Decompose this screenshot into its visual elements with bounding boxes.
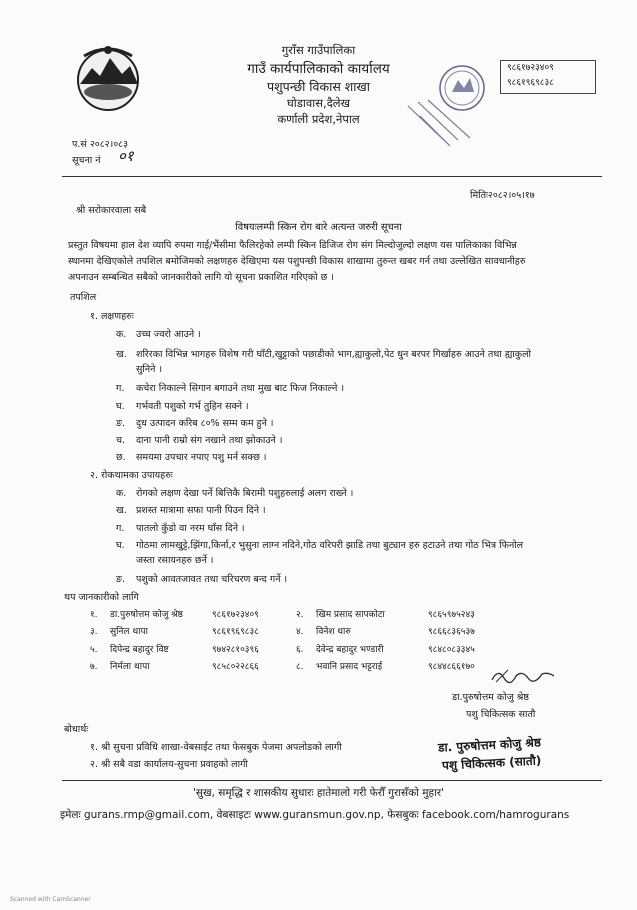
prevention-item: पशुको आवतजावत तथा चरिचरण बन्द गर्ने । — [136, 574, 288, 585]
signer-stamp-title: पशु चिकित्सक (सातौ) — [441, 753, 542, 773]
reference-number: प.सं २०८२।०८३ — [72, 139, 129, 150]
contact-number: २. — [296, 610, 304, 620]
subject-line: विषयःलम्पी स्किन रोग बारे अत्यन्त जरुरी सूचना — [235, 222, 402, 233]
prevention-item: प्रशस्त मात्रामा सफा पानी पिउन दिने । — [136, 505, 266, 516]
list-item-mark: घ. — [116, 540, 125, 551]
list-item-mark: क. — [116, 329, 127, 340]
list-item-mark: ख. — [116, 349, 127, 360]
contact-number: ८. — [296, 662, 304, 672]
contact-number: ७. — [90, 662, 98, 672]
list-item-mark: ग. — [116, 523, 125, 534]
prevention-item: रोगको लक्षण देखा पर्ने बित्तिकै बिरामी पशुहरुलाई अलग राख्ने । — [136, 488, 354, 499]
symptom-item: कचेरा निकाल्ने सिगान बगाउने तथा मुख बाट फिज निकाल्ने । — [136, 383, 345, 394]
handwritten-signature — [488, 664, 558, 688]
header-divider — [62, 176, 602, 177]
list-item-mark: क. — [116, 488, 127, 499]
contact-name: डा.पुरुषोत्तम कोजु श्रेष्ठ — [110, 610, 183, 620]
symptom-item: दाना पानी राम्रो संग नखाने तथा झोकाउने । — [136, 435, 283, 446]
symptom-item: उच्च ज्वरो आउने । — [136, 329, 201, 340]
notice-number-label: सूचना नं — [72, 155, 101, 166]
symptom-item: समयमा उपचार नपाए पशु मर्न सक्छ । — [136, 452, 267, 463]
prevention-item: पातलो कुँडो वा नरम घाँस दिने । — [136, 523, 245, 534]
intro-line: प्रस्तुत विषयमा हाल देश व्यापि रुपमा गाई/भैंसीमा फैलिरहेको लम्पी स्किन डिजिज रोग संग मिल्दोजुल्दो लक्षण यस पालिकाका विभिन्न — [68, 240, 517, 251]
scanner-watermark: Scanned with CamScanner — [10, 896, 91, 903]
contact-phone: ९८६६८३६५३७ — [428, 627, 475, 637]
contact-phone: ९८५८०२२८६६ — [212, 662, 259, 672]
list-item-mark: ग. — [116, 383, 125, 394]
footer-contact: इमेलः gurans.rmp@gmail.com, वेबसाइटः www.guransmun.gov.np, फेसबुकः facebook.com/hamrogurans — [60, 809, 570, 821]
province-line: कर्णाली प्रदेश,नेपाल — [277, 112, 360, 126]
section-heading-prevention: २. रोकथामका उपायहरुः — [90, 470, 173, 481]
contact-name: निर्मला थापा — [110, 662, 150, 672]
list-item-mark: घ. — [116, 401, 125, 412]
contact-number: ४. — [296, 627, 304, 637]
contact-phone: ९८४४८६६१७० — [428, 662, 475, 672]
symptom-item: दुध उत्पादन करिब ८०% सम्म कम हुने । — [136, 418, 274, 429]
contact-name: देवेन्द्र बहादुर भण्डारी — [316, 645, 384, 655]
symptom-item: गर्भवती पशुको गर्भ तुहिन सक्ने । — [136, 401, 249, 412]
bodhartha-item: २. श्री सबै वडा कार्यालय-सुचना प्रवाहको लागी — [90, 759, 248, 770]
contact-number: १. — [90, 610, 98, 620]
prevention-item-continued: जस्ता रसायनहरु छर्ने । — [136, 555, 214, 566]
contact-phone: ९७४२८१०३९६ — [212, 645, 259, 655]
phone-box — [500, 60, 596, 94]
contact-phone: ९८६१९६९८३८ — [212, 627, 259, 637]
contact-name: सुनिल थापा — [110, 627, 148, 637]
office-seal-stamp — [400, 58, 500, 158]
contact-number: ६. — [296, 645, 304, 655]
footer-slogan: 'सुख, समृद्धि र शासकीय सुधारः हातेमालो गरी फेरौँ गुरासँको मुहार' — [193, 787, 444, 799]
notice-number-value: ०१ — [118, 147, 134, 165]
section-heading-symptoms: १. लक्षणहरुः — [90, 311, 134, 322]
notice-date: मितिः२०८२।०५।१७ — [470, 190, 535, 201]
signer-name: डा.पुरुषोत्तम कोजु श्रेष्ठ — [452, 692, 530, 703]
contact-phone: ९८६१७२३४०९ — [212, 610, 259, 620]
list-item-mark: ख. — [116, 505, 127, 516]
tapashil-label: तपशिल — [70, 292, 97, 303]
address-line: घोडावास,दैलेख — [286, 96, 351, 110]
contact-phone: ९८४८०८३३४५ — [428, 645, 475, 655]
bodhartha-heading: बोधार्थः — [64, 724, 89, 735]
office-name: गाउँ कार्यपालिकाको कार्यालय — [247, 61, 390, 77]
prevention-item: गोठमा लामखुट्टे,झिंगा,किर्ना,र भुसुना लाग्न नदिने,गोठ वरिपरी झाडि तथा बुट्यान हरु हटाउने तथा गोठ भित्र फिनोल — [136, 540, 524, 551]
list-item-mark: छ. — [116, 452, 126, 463]
list-item-mark: ङ. — [116, 418, 126, 429]
list-item-mark: च. — [116, 435, 126, 446]
signer-stamp-name: डा. पुरुषोत्तम कोजु श्रेष्ठ — [437, 735, 542, 755]
contacts-heading: थप जानकारीको लागि — [64, 592, 139, 603]
symptom-item-continued: सुनिने । — [136, 364, 163, 375]
bodhartha-item: १. श्री सुचना प्रविधि शाखा-वेबसाईट तथा फेसबुक पेजमा अपलोडको लागी — [90, 742, 342, 753]
contact-number: ३. — [90, 627, 98, 637]
contact-phone: ९८६५९७५२४३ — [428, 610, 475, 620]
branch-name: पशुपन्छी विकास शाखा — [267, 79, 370, 94]
contact-name: खिम प्रसाद सापकोटा — [316, 610, 385, 620]
contact-number: ५. — [90, 645, 98, 655]
symptom-item: शरिरका विभिन्न भागहरु विशेष गरी घाँटी,खुट्टाको पछाडीको भाग,ह्याकुलो,पेट धुन बरपर गिर्खाहरु आउने तथा ह्याकुलो — [136, 349, 531, 360]
contact-name: भवानि प्रसाद भट्टराई — [316, 662, 383, 672]
phone-number: ९८६१९६९८३८ — [507, 78, 554, 88]
footer-divider — [62, 780, 602, 781]
contact-name: दिपेन्द्र बहादुर विष्ट — [110, 645, 169, 655]
municipality-name: गुराँस गाउँपालिका — [281, 43, 356, 57]
list-item-mark: ङ. — [116, 574, 126, 585]
addressee: श्री सरोकारवाला सबै — [76, 205, 147, 216]
contact-name: विनेश थारु — [316, 627, 351, 637]
intro-line: अपनाउन सम्बन्धित सबैको जानकारीको लागि यो सूचना प्रकाशित गरिएको छ । — [68, 272, 334, 283]
phone-number: ९८६१७२३४०९ — [507, 63, 554, 73]
signer-title: पशु चिकित्सक सातौ — [466, 709, 536, 720]
intro-line: स्थानमा देखिएकोले तपशिल बमोजिमको लक्षणहरु देखिएमा यस पशुपन्छी विकास शाखामा तुरुन्त खबर गर्न तथा उल्लेखित सावधानीहरु — [68, 256, 526, 267]
